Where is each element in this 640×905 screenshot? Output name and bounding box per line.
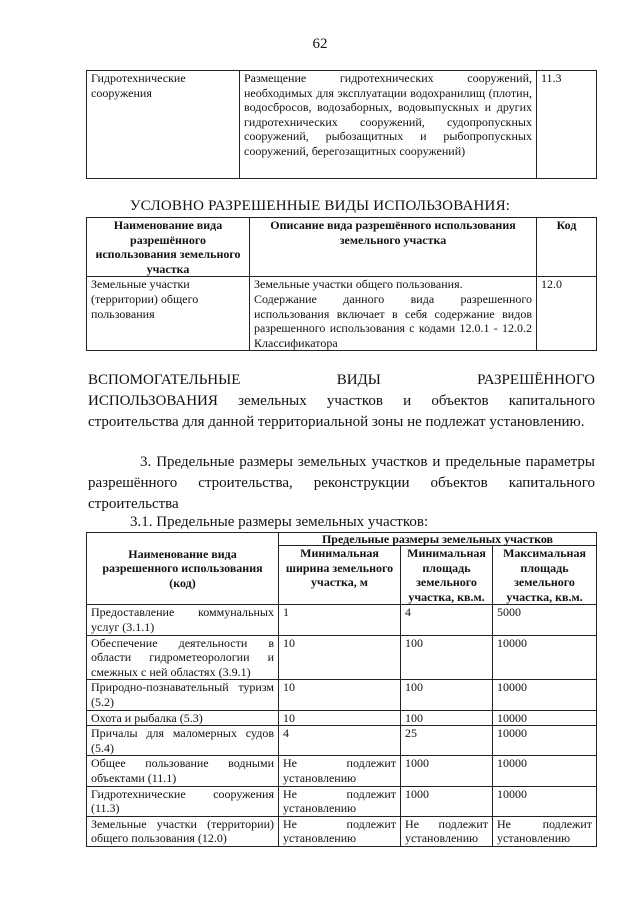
use-code-cell: 11.3 bbox=[537, 71, 597, 179]
use-name-cell: Гидротехнические сооружения (11.3) bbox=[87, 786, 279, 816]
header-use-name: Наименование вида разрешенного использования (код) bbox=[87, 533, 279, 605]
use-name-cell: Природно-познавательный туризм (5.2) bbox=[87, 680, 279, 710]
max-area-cell: 10000 bbox=[493, 680, 597, 710]
min-area-cell: 1000 bbox=[401, 786, 493, 816]
table-row bbox=[87, 635, 597, 680]
max-area-cell: Не подлежит установлению bbox=[493, 816, 597, 846]
use-name-cell: Предоставление коммунальных услуг (3.1.1) bbox=[87, 605, 279, 635]
max-area-cell: 5000 bbox=[493, 605, 597, 635]
header-use-description: Описание вида разрешённого использования земельного участка bbox=[250, 218, 537, 277]
section-3-line: 3. Предельные размеры земельных участков и предельные параметры bbox=[140, 454, 595, 470]
section-3-1-title: 3.1. Предельные размеры земельных участков: bbox=[130, 514, 429, 530]
use-name-cell: Общее пользование водными объектами (11.1) bbox=[87, 756, 279, 786]
table-row bbox=[87, 710, 597, 726]
header-size-limits: Предельные размеры земельных участков bbox=[279, 533, 597, 546]
min-width-cell: 10 bbox=[279, 710, 401, 726]
table-row bbox=[87, 786, 597, 816]
min-width-cell: 4 bbox=[279, 726, 401, 756]
use-name-cell: Охота и рыбалка (5.3) bbox=[87, 710, 279, 726]
min-area-cell: Не подлежит установлению bbox=[401, 816, 493, 846]
use-description-cell bbox=[250, 277, 537, 351]
min-area-cell: 100 bbox=[401, 710, 493, 726]
table-row bbox=[87, 277, 597, 351]
max-area-cell: 10000 bbox=[493, 635, 597, 680]
use-name-cell: Земельные участки (территории) общего пользования bbox=[87, 277, 250, 351]
plot-size-limits-table bbox=[86, 532, 597, 847]
use-description-cell: Размещение гидротехнических сооружений, необходимых для эксплуатации водохранилищ (плотин, водосбросов, водозаборных, водовыпускных и других гидротехнических сооружений, судопропускных сооружений, рыбозащитных и рыбопропускных сооружений, берегозащитных сооружений) bbox=[240, 71, 537, 179]
conditional-uses-table bbox=[86, 217, 597, 351]
table-row bbox=[87, 756, 597, 786]
table-row bbox=[87, 726, 597, 756]
page-number: 62 bbox=[312, 36, 328, 52]
min-width-cell: Не подлежит установлению bbox=[279, 816, 401, 846]
table-header-row bbox=[87, 218, 597, 277]
table-row bbox=[87, 71, 597, 179]
min-width-cell: 10 bbox=[279, 635, 401, 680]
min-width-cell: 10 bbox=[279, 680, 401, 710]
section-3-heading bbox=[88, 452, 595, 515]
header-min-width: Минимальная ширина земельного участка, м bbox=[279, 546, 401, 605]
description-text: Содержание данного вида разрешенного использования включает в себя содержание видов разрешенного использования с кодами 12.0.1 - 12.0.2 Классификатора bbox=[254, 291, 532, 350]
header-min-area: Минимальная площадь земельного участка, кв.м. bbox=[401, 546, 493, 605]
use-name-cell: Обеспечение деятельности в области гидрометеорологии и смежных с ней областях (3.9.1) bbox=[87, 635, 279, 680]
conditional-uses-heading: УСЛОВНО РАЗРЕШЕННЫЕ ВИДЫ ИСПОЛЬЗОВАНИЯ: bbox=[129, 198, 511, 214]
description-line: Земельные участки общего пользования. bbox=[254, 277, 463, 292]
header-max-area: Максимальная площадь земельного участка, кв.м. bbox=[493, 546, 597, 605]
table-row bbox=[87, 605, 597, 635]
use-name-cell: Причалы для маломерных судов (5.4) bbox=[87, 726, 279, 756]
auxiliary-uses-paragraph bbox=[88, 370, 595, 433]
use-name-cell: Гидротехнические сооружения bbox=[87, 71, 240, 179]
min-width-cell: Не подлежит установлению bbox=[279, 756, 401, 786]
min-area-cell: 25 bbox=[401, 726, 493, 756]
header-code: Код bbox=[537, 218, 597, 277]
max-area-cell: 10000 bbox=[493, 710, 597, 726]
header-use-name: Наименование вида разрешённого использования земельного участка bbox=[87, 218, 250, 277]
min-area-cell: 1000 bbox=[401, 756, 493, 786]
min-width-cell: Не подлежит установлению bbox=[279, 786, 401, 816]
auxiliary-uses-heading: ВСПОМОГАТЕЛЬНЫЕ ВИДЫ РАЗРЕШЁННОГО bbox=[88, 372, 595, 388]
top-table bbox=[86, 70, 597, 179]
section-3-line: строительства bbox=[88, 496, 179, 512]
use-code-cell: 12.0 bbox=[537, 277, 597, 351]
max-area-cell: 10000 bbox=[493, 786, 597, 816]
auxiliary-uses-text: ИСПОЛЬЗОВАНИЯ земельных участков и объектов капитального строительства для данной территориальной зоны не подлежат установлению. bbox=[88, 393, 595, 430]
max-area-cell: 10000 bbox=[493, 726, 597, 756]
min-area-cell: 4 bbox=[401, 605, 493, 635]
section-3-line: разрешённого строительства, реконструкции объектов капитального bbox=[88, 475, 595, 491]
table-row bbox=[87, 680, 597, 710]
max-area-cell: 10000 bbox=[493, 756, 597, 786]
use-name-cell: Земельные участки (территории) общего пользования (12.0) bbox=[87, 816, 279, 846]
min-area-cell: 100 bbox=[401, 680, 493, 710]
min-area-cell: 100 bbox=[401, 635, 493, 680]
table-row bbox=[87, 816, 597, 846]
min-width-cell: 1 bbox=[279, 605, 401, 635]
table-header-row bbox=[87, 533, 597, 546]
